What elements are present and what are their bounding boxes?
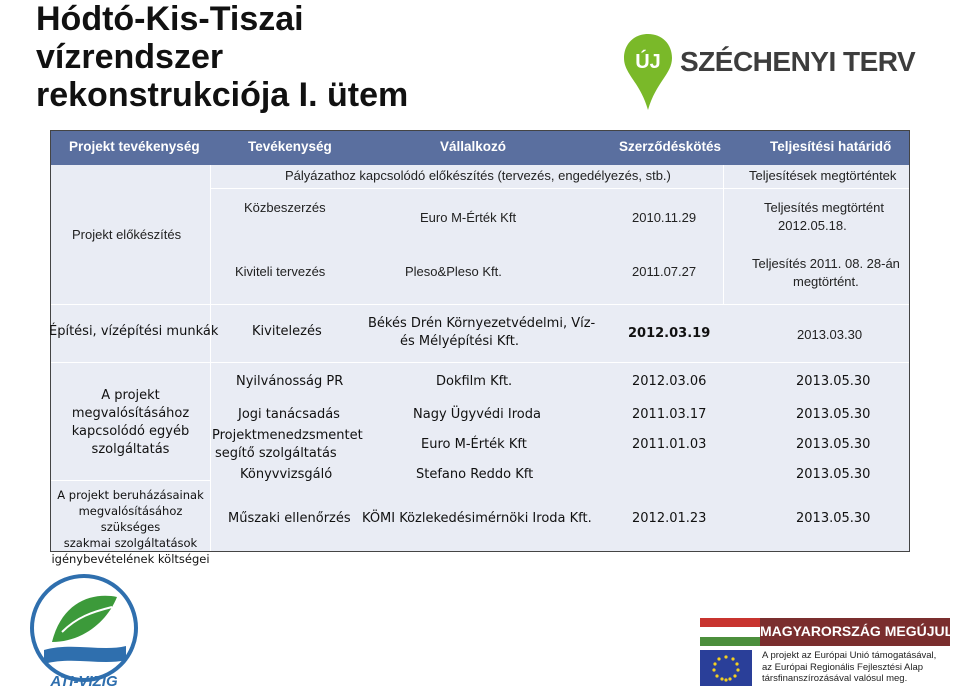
row-contractor: Euro M-Érték Kft (420, 210, 517, 225)
row-deadline: 2013.05.30 (796, 511, 871, 526)
row-contract-date: 2011.03.17 (632, 407, 707, 422)
label-line: megvalósításához (71, 406, 190, 421)
row-contract-date: 2012.03.06 (632, 374, 707, 389)
szechenyi-pin-icon (622, 32, 674, 112)
section-project-preparation: Projekt előkészítés (72, 227, 182, 242)
row-contractor: Nagy Ügyvédi Iroda (413, 407, 541, 422)
grid-line (723, 165, 724, 304)
row-deadline: 2013.05.30 (796, 437, 871, 452)
row-contractor: KÖMI Közlekedésimérnöki Iroda Kft. (362, 511, 592, 526)
eu-text-line: A projekt az Európai Unió támogatásával, (762, 650, 937, 661)
row-activity: Kiviteli tervezés (235, 264, 326, 279)
renewal-banner-text: MAGYARORSZÁG MEGÚJUL (760, 623, 954, 639)
label-line: A projekt (101, 388, 160, 403)
row-activity-line2: segítő szolgáltatás (215, 446, 337, 461)
preparation-status: Teljesítések megtörténtek (749, 168, 897, 183)
row-contractor-line2: és Mélyépítési Kft. (400, 334, 519, 349)
title-line-1: Hódtó-Kis-Tiszai (36, 0, 304, 38)
grid-line (210, 188, 909, 189)
section-other-services (52, 387, 209, 459)
pin-text: ÚJ (635, 51, 661, 73)
row-activity-line1: Projektmenedzsmentet (212, 428, 363, 443)
header-project-activity: Projekt tevékenység (69, 139, 200, 154)
preparation-subheader: Pályázathoz kapcsolódó előkészítés (tervezés, engedélyezés, stb.) (285, 168, 671, 183)
label-line: A projekt beruházásainak (57, 488, 204, 502)
row-deadline-line2: 2012.05.18. (778, 218, 847, 233)
row-contractor: Pleso&Pleso Kft. (405, 264, 502, 279)
label-line: szakmai szolgáltatások (63, 536, 198, 550)
row-contract-date: 2011.01.03 (632, 437, 707, 452)
hungarian-flag-icon (700, 618, 760, 646)
row-activity: Jogi tanácsadás (238, 407, 340, 422)
szechenyi-brand: SZÉCHENYI TERV (680, 46, 916, 77)
row-contractor: Euro M-Érték Kft (421, 437, 527, 452)
header-contractor: Vállalkozó (440, 139, 507, 154)
row-contractor: Dokfilm Kft. (436, 374, 513, 389)
label-line: szolgáltatás (91, 442, 170, 457)
ati-vizig-logo-icon (22, 572, 150, 692)
ati-text: ATI-VIZIG (50, 673, 118, 690)
label-line: megvalósításához szükséges (78, 504, 183, 534)
row-contractor: Stefano Reddo Kft (416, 467, 534, 482)
row-deadline: 2013.03.30 (797, 327, 863, 342)
grid-line (210, 165, 211, 551)
title-line-3: rekonstrukciója I. ütem (36, 76, 409, 114)
row-deadline-line2: megtörtént. (793, 274, 859, 289)
row-deadline-line1: Teljesítés 2011. 08. 28-án (752, 256, 900, 271)
grid-line (51, 480, 210, 481)
section-professional-services (51, 487, 210, 567)
label-line: igénybevételének költségei (51, 552, 210, 566)
row-contract-date: 2012.01.23 (632, 511, 707, 526)
section-construction: Építési, vízépítési munkák (49, 324, 219, 339)
header-activity: Tevékenység (248, 139, 332, 154)
row-deadline-line1: Teljesítés megtörtént (764, 200, 884, 215)
title-line-2: vízrendszer (36, 38, 224, 76)
grid-line (51, 304, 909, 305)
eu-text-line: az Európai Regionális Fejlesztési Alap (762, 661, 924, 673)
eu-flag-icon (700, 650, 752, 686)
row-contract-date: 2010.11.29 (632, 210, 697, 225)
row-activity: Közbeszerzés (244, 200, 326, 215)
row-deadline: 2013.05.30 (796, 407, 871, 422)
eu-funding-text (762, 650, 959, 685)
row-contract-date: 2011.07.27 (632, 264, 697, 279)
row-activity: Könyvvizsgáló (240, 467, 333, 482)
grid-line (51, 362, 909, 363)
eu-text-line: társfinanszírozásával valósul meg. (762, 673, 908, 684)
row-activity: Nyilvánosság PR (236, 374, 344, 389)
page-title (36, 0, 408, 114)
label-line: kapcsolódó egyéb (71, 424, 190, 439)
row-deadline: 2013.05.30 (796, 467, 871, 482)
header-contract: Szerződéskötés (619, 139, 722, 154)
row-contract-date: 2012.03.19 (628, 326, 711, 341)
row-contractor-line1: Békés Drén Környezetvédelmi, Víz- (368, 316, 596, 331)
row-activity: Műszaki ellenőrzés (228, 511, 351, 526)
row-deadline: 2013.05.30 (796, 374, 871, 389)
row-activity: Kivitelezés (252, 324, 322, 339)
header-deadline: Teljesítési határidő (770, 139, 892, 154)
